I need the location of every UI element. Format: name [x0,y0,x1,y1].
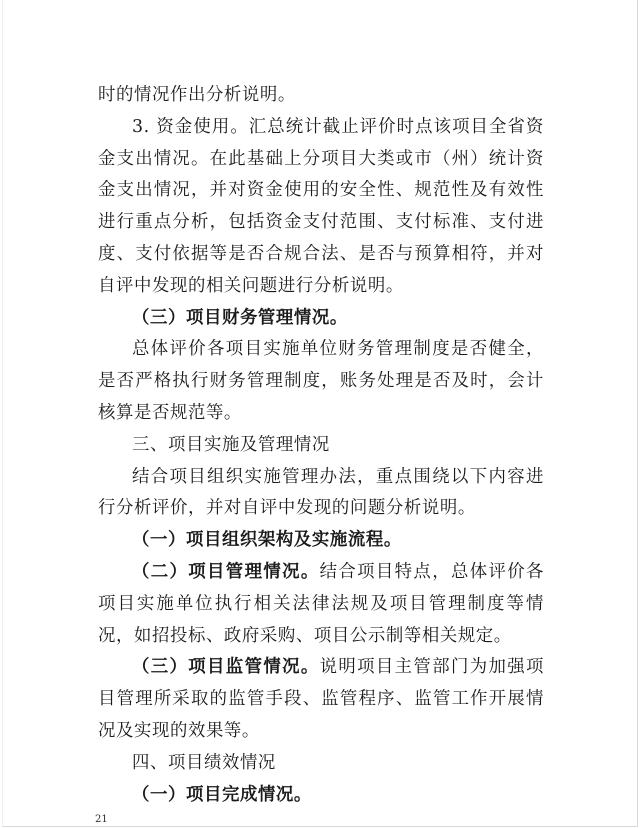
heading-completion: （一）项目完成情况。 [132,784,312,805]
heading-organization-structure: （一）项目组织架构及实施流程。 [132,530,402,551]
paragraph-fund-usage: 3. 资金使用。汇总统计截止评价时点该项目全省资金支出情况。在此基础上分项目大类或市（州）统计资金支出情况，并对资金使用的安全性、规范性及有效性进行重点分析，包括资金支付范围、支付标准、支付进度、支付依据等是否合规合法、是否与预算相符，并对自评中发现的相关问题进行分析说明。 [98,116,544,296]
heading-supervision: （三）项目监管情况。 [132,657,320,678]
heading-project-management: （二）项目管理情况。 [132,561,320,582]
paragraph-project-management-text: 结合项目特点，总体评价各项目实施单位执行相关法律法规及项目管理制度等情况，如招投标、政府采购、项目公示制等相关规定。 [98,561,544,646]
heading-performance: 四、项目绩效情况 [132,752,276,773]
paragraph-supervision-text: 说明项目主管部门为加强项目管理所采取的监管手段、监管程序、监管工作开展情况及实现的效果等。 [98,657,544,741]
page-number: 21 [95,814,108,825]
paragraph-continuation: 时的情况作出分析说明。 [98,85,296,105]
paragraph-supervision [98,652,544,747]
paragraph-project-management [98,557,544,652]
paragraph-financial-management: 总体评价各项目实施单位财务管理制度是否健全，是否严格执行财务管理制度，账务处理是否及时，会计核算是否规范等。 [98,339,544,423]
heading-implementation-management: 三、项目实施及管理情况 [132,434,330,455]
heading-financial-management: （三）项目财务管理情况。 [132,307,348,328]
paragraph-implementation-intro: 结合项目组织实施管理办法，重点围绕以下内容进行分析评价，并对自评中发现的问题分析说明。 [98,466,544,519]
document-body [98,80,544,811]
